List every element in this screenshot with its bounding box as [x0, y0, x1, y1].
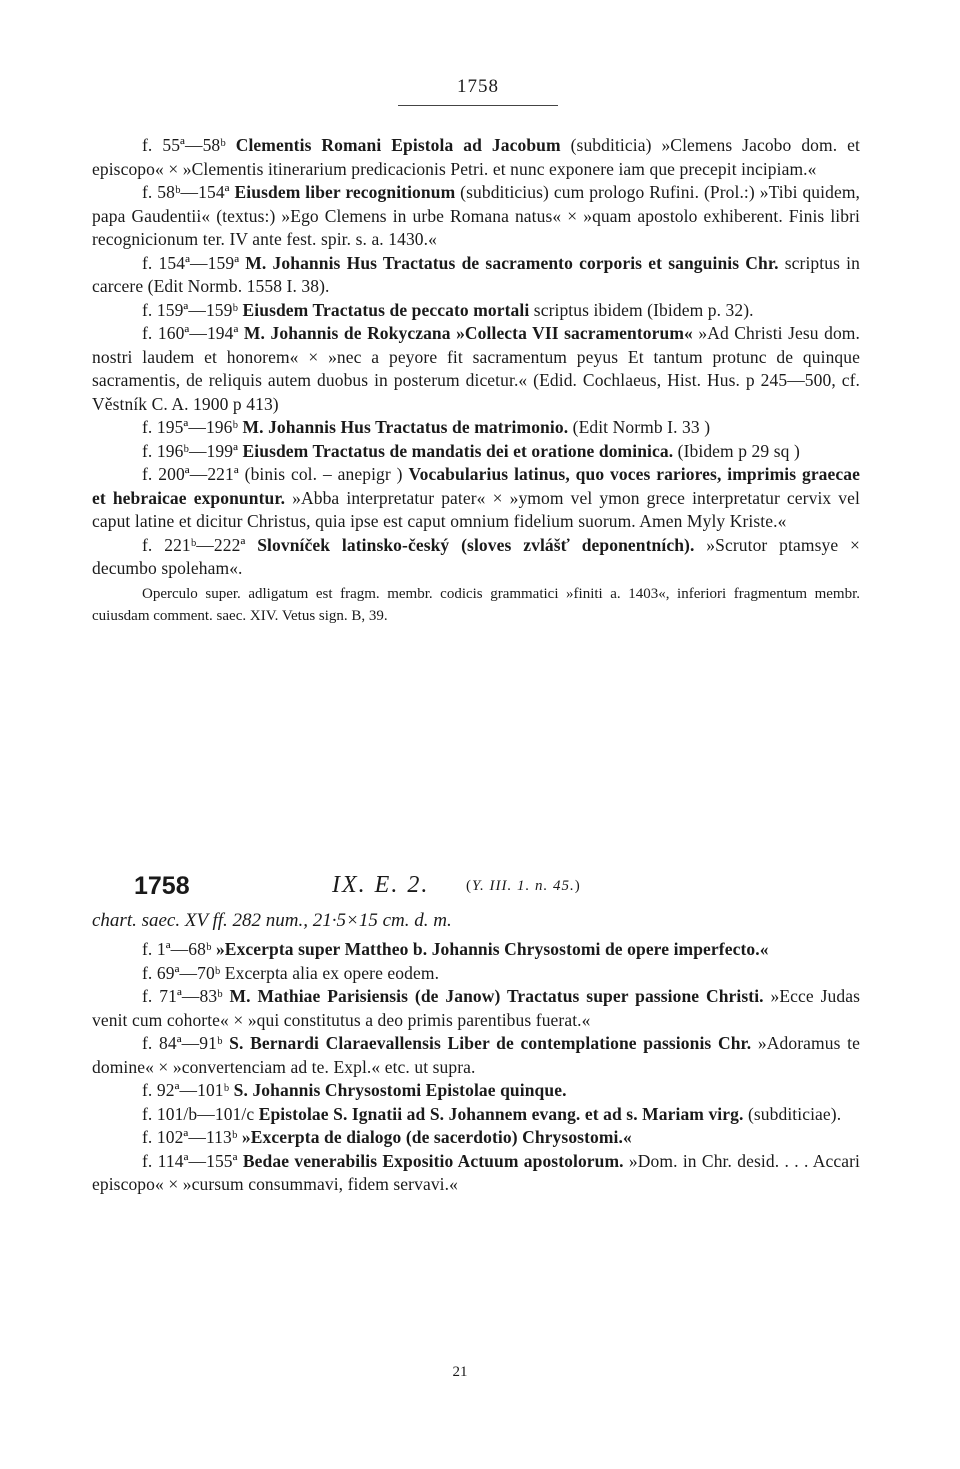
entry-folio: f. 102ª—113ᵇ — [142, 1127, 242, 1147]
continued-entries — [92, 134, 860, 627]
manuscript-header — [92, 872, 860, 906]
entry-folio: f. 84ª—91ᵇ — [142, 1033, 230, 1053]
catalog-entry — [92, 962, 860, 986]
entry-text: (subditicius) cum prologo Rufini. (Prol.:) »Tibi quidem, papa Gaudentii« (textus:) »Ego Clemens in urbe Romana natus« × »quam apostolo exhiberent. Finis libri recognicionum ter. IV ante fest. spir. s. a. 1430.« — [92, 182, 861, 249]
entry-title: Epistolae S. Ignatii ad S. Johannem evang. et ad s. Mariam virg. — [258, 1103, 744, 1124]
entry-title: »Excerpta super Mattheo b. Johannis Chrysostomi de opere imperfecto.« — [215, 939, 769, 959]
catalog-entry — [92, 416, 860, 440]
entry-title: Eiusdem Tractatus de peccato mortali — [242, 299, 530, 320]
entry-folio: f. 195ª—196ᵇ — [142, 417, 243, 437]
entry-title: »Excerpta de dialogo (de sacerdotio) Chrysostomi.« — [241, 1127, 632, 1147]
entry-title: M. Johannis de Rokyczana »Collecta VII sacramentorum« — [243, 323, 693, 343]
entry-folio: f. 55ª—58ᵇ — [142, 135, 236, 155]
catalog-entry — [92, 985, 860, 1032]
entry-folio: f. 92ª—101ᵇ — [142, 1080, 234, 1100]
entry-folio: f. 221ᵇ—222ª — [142, 534, 258, 555]
entry-folio: f. 154ª—159ª — [142, 252, 246, 273]
entry-title: Slovníček latinsko-český (sloves zvlášť deponentních). — [257, 534, 695, 555]
entry-folio: f. 159ª—159ᵇ — [142, 299, 243, 320]
catalog-entry — [92, 1079, 860, 1103]
old-signature-open: ( — [466, 878, 472, 894]
binding-note: Operculo super. adligatum est fragm. membr. codicis grammatici »finiti a. 1403«, inferiori fragmentum membr. cuiusdam comment. saec. XIV. Vetus sign. B, 39. — [92, 585, 860, 624]
entry-title: S. Bernardi Claraevallensis Liber de contemplatione passionis Chr. — [229, 1033, 752, 1053]
entry-text: »Ad Christi Jesu dom. nostri laudem et honorem« × »nec a peyore fit sacramentum peyus Et tantum protunc de quinque sacramentis, de reliquis autem duobus in posterum dicetur.« (Edid. Cochlaeus, Hist. Hus. p 245—500, cf. Věstník C. A. 1900 p 413) — [92, 323, 860, 414]
catalog-entry — [92, 1126, 860, 1150]
catalog-entry — [92, 534, 860, 581]
entry-text: »Ecce Judas venit cum cohorte« × »qui constitutus a deo primis parentibus fuerat.« — [92, 986, 860, 1030]
entry-title: S. Johannis Chrysostomi Epistolae quinque. — [233, 1080, 567, 1100]
entry-text: (Ibidem p 29 sq ) — [673, 440, 800, 461]
manuscript-description: chart. saec. XV ff. 282 num., 21·5×15 cm. d. m. — [92, 910, 452, 931]
entry-title: Clementis Romani Epistola ad Jacobum — [235, 135, 561, 155]
entry-text: »Dom. in Chr. desid. . . . Accari episcopo« × »cursum consummavi, fidem servavi.« — [92, 1150, 860, 1194]
entry-folio: f. 160ª—194ª — [142, 323, 244, 343]
running-head: 1758 — [457, 76, 499, 97]
entry-title: M. Mathiae Parisiensis (de Janow) Tractatus super passione Christi. — [229, 986, 764, 1006]
entry-text: (subditicia) »Clemens Jacobo dom. et episcopo« × »Clementis itinerarium predicacionis Petri. et nunc exponere iam que precepit incipiam.« — [92, 135, 860, 179]
catalog-entry — [92, 1032, 860, 1079]
entry-title: Eiusdem Tractatus de mandatis dei et oratione dominica. — [242, 440, 674, 461]
page-number: 21 — [452, 1364, 468, 1380]
entry-text: scriptus ibidem (Ibidem p. 32). — [529, 299, 754, 320]
entry-title: M. Johannis Hus Tractatus de matrimonio. — [242, 417, 569, 437]
entry-title: Eiusdem liber recognitionum — [234, 182, 456, 202]
catalog-entry — [92, 322, 860, 416]
manuscript-contents — [92, 938, 860, 1197]
catalog-entry — [92, 463, 860, 534]
entry-title: Vocabularius latinus, quo voces rariores, imprimis graecae et hebraicae exponuntur. — [92, 464, 860, 508]
catalog-entry — [92, 440, 860, 464]
entry-folio: f. 196ᵇ—199ª — [142, 440, 243, 461]
old-signature — [466, 878, 581, 895]
entry-folio: f. 58ᵇ—154ª — [142, 182, 235, 202]
entry-text: (Edit Normb I. 33 ) — [568, 417, 711, 437]
old-signature-text: Y. III. 1. n. 45. — [472, 878, 575, 894]
entry-folio: f. 200ª—221ª (binis col. – anepigr ) — [142, 464, 409, 484]
entry-text: scriptus in carcere (Edit Normb. 1558 I. 38). — [92, 252, 860, 296]
entry-folio: f. 101/b—101/c — [142, 1103, 259, 1124]
entry-folio: f. 1ª—68ᵇ — [142, 939, 216, 959]
entry-text: »Adoramus te domine« × »convertenciam ad te. Expl.« etc. ut supra. — [92, 1033, 860, 1077]
catalog-entry — [92, 134, 860, 181]
entry-title: M. Johannis Hus Tractatus de sacramento corporis et sanguinis Chr. — [245, 252, 779, 273]
entry-folio: f. 69ª—70ᵇ Excerpta alia ex opere eodem. — [142, 962, 440, 983]
catalog-entry — [92, 252, 860, 299]
header-rule — [398, 105, 558, 106]
entry-folio: f. 114ª—155ª — [142, 1150, 243, 1171]
catalog-entry — [92, 181, 860, 252]
entry-text: »Scrutor ptamsye × decumbo spoleham«. — [92, 534, 860, 578]
catalog-entry — [92, 1103, 860, 1127]
old-signature-close: ) — [574, 878, 581, 894]
entry-folio: f. 71ª—83ᵇ — [142, 986, 230, 1006]
catalog-entry — [92, 938, 860, 962]
entry-title: Bedae venerabilis Expositio Actuum apostolorum. — [242, 1150, 624, 1171]
manuscript-shelfmark: IX. E. 2. — [332, 872, 430, 898]
manuscript-number: 1758 — [134, 872, 190, 900]
entry-text: »Abba interpretatur pater« × »ymom vel ymon grece interpretatur cervix vel caput latine et dicitur Christus, quia ipse est caput omnium fidelium suorum. Amen Myly Kriste.« — [92, 487, 860, 531]
catalog-entry — [92, 299, 860, 323]
catalog-entry — [92, 1150, 860, 1197]
entry-text: (subditiciae). — [743, 1103, 842, 1124]
